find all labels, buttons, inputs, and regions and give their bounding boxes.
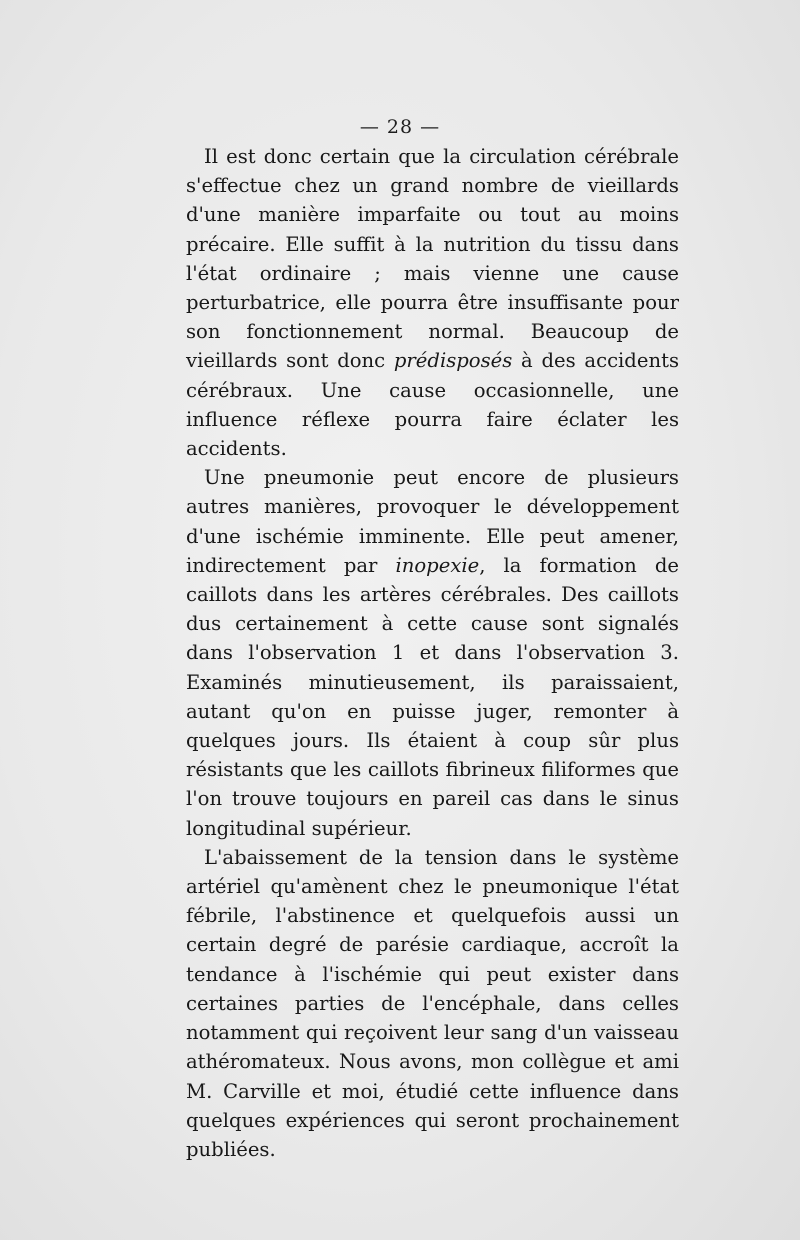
body-text — [186, 142, 679, 1164]
paragraph-1-text-a: Il est donc certain que la circulation cérébrale s'effectue chez un grand nombre de vieillards d'une manière imparfaite ou tout au moins précaire. Elle suffit à la nutrition du tissu dans l'état ordinaire ; mais vienne une cause perturbatrice, elle pourra être insuffisante pour son fonctionnement normal. Beaucoup de vieillards sont donc — [186, 145, 679, 373]
paragraph-2 — [186, 463, 679, 843]
paragraph-2-text-a: Une pneumonie peut encore de plusieurs autres manières, provoquer le développement d'une ischémie imminente. Elle peut amener, indirectement par — [186, 466, 679, 577]
page-number: — 28 — — [359, 116, 441, 138]
paragraph-2-emphasis: inopexie — [395, 553, 480, 577]
paragraph-1-text-b: à des accidents cérébraux. Une cause occasionnelle, une influence réflexe pourra faire éclater les accidents. — [186, 349, 679, 461]
paragraph-2-text-b: , la formation de caillots dans les artères cérébrales. Des caillots dus certainement à cette cause sont signalés dans l'observation 1 et dans l'observation 3. Examinés minutieusement, ils paraissaient, autant qu'on en puisse juger, remonter à quelques jours. Ils étaient à coup sûr plus résistants que les caillots fibrineux filiformes que l'on trouve toujours en pareil cas dans le sinus longitudinal supérieur. — [186, 553, 679, 840]
paragraph-1-emphasis: prédisposés — [393, 349, 513, 373]
paragraph-3 — [186, 843, 679, 1164]
paragraph-1 — [186, 142, 679, 463]
paragraph-3-text: L'abaissement de la tension dans le système artériel qu'amènent chez le pneumonique l'état fébrile, l'abstinence et quelquefois aussi un certain degré de parésie cardiaque, accroît la tendance à l'ischémie qui peut exister dans certaines parties de l'encéphale, dans celles notamment qui reçoivent leur sang d'un vaisseau athéromateux. Nous avons, mon collègue et ami M. Carville et moi, étudié cette influence dans quelques expériences qui seront prochainement publiées. — [186, 845, 679, 1161]
